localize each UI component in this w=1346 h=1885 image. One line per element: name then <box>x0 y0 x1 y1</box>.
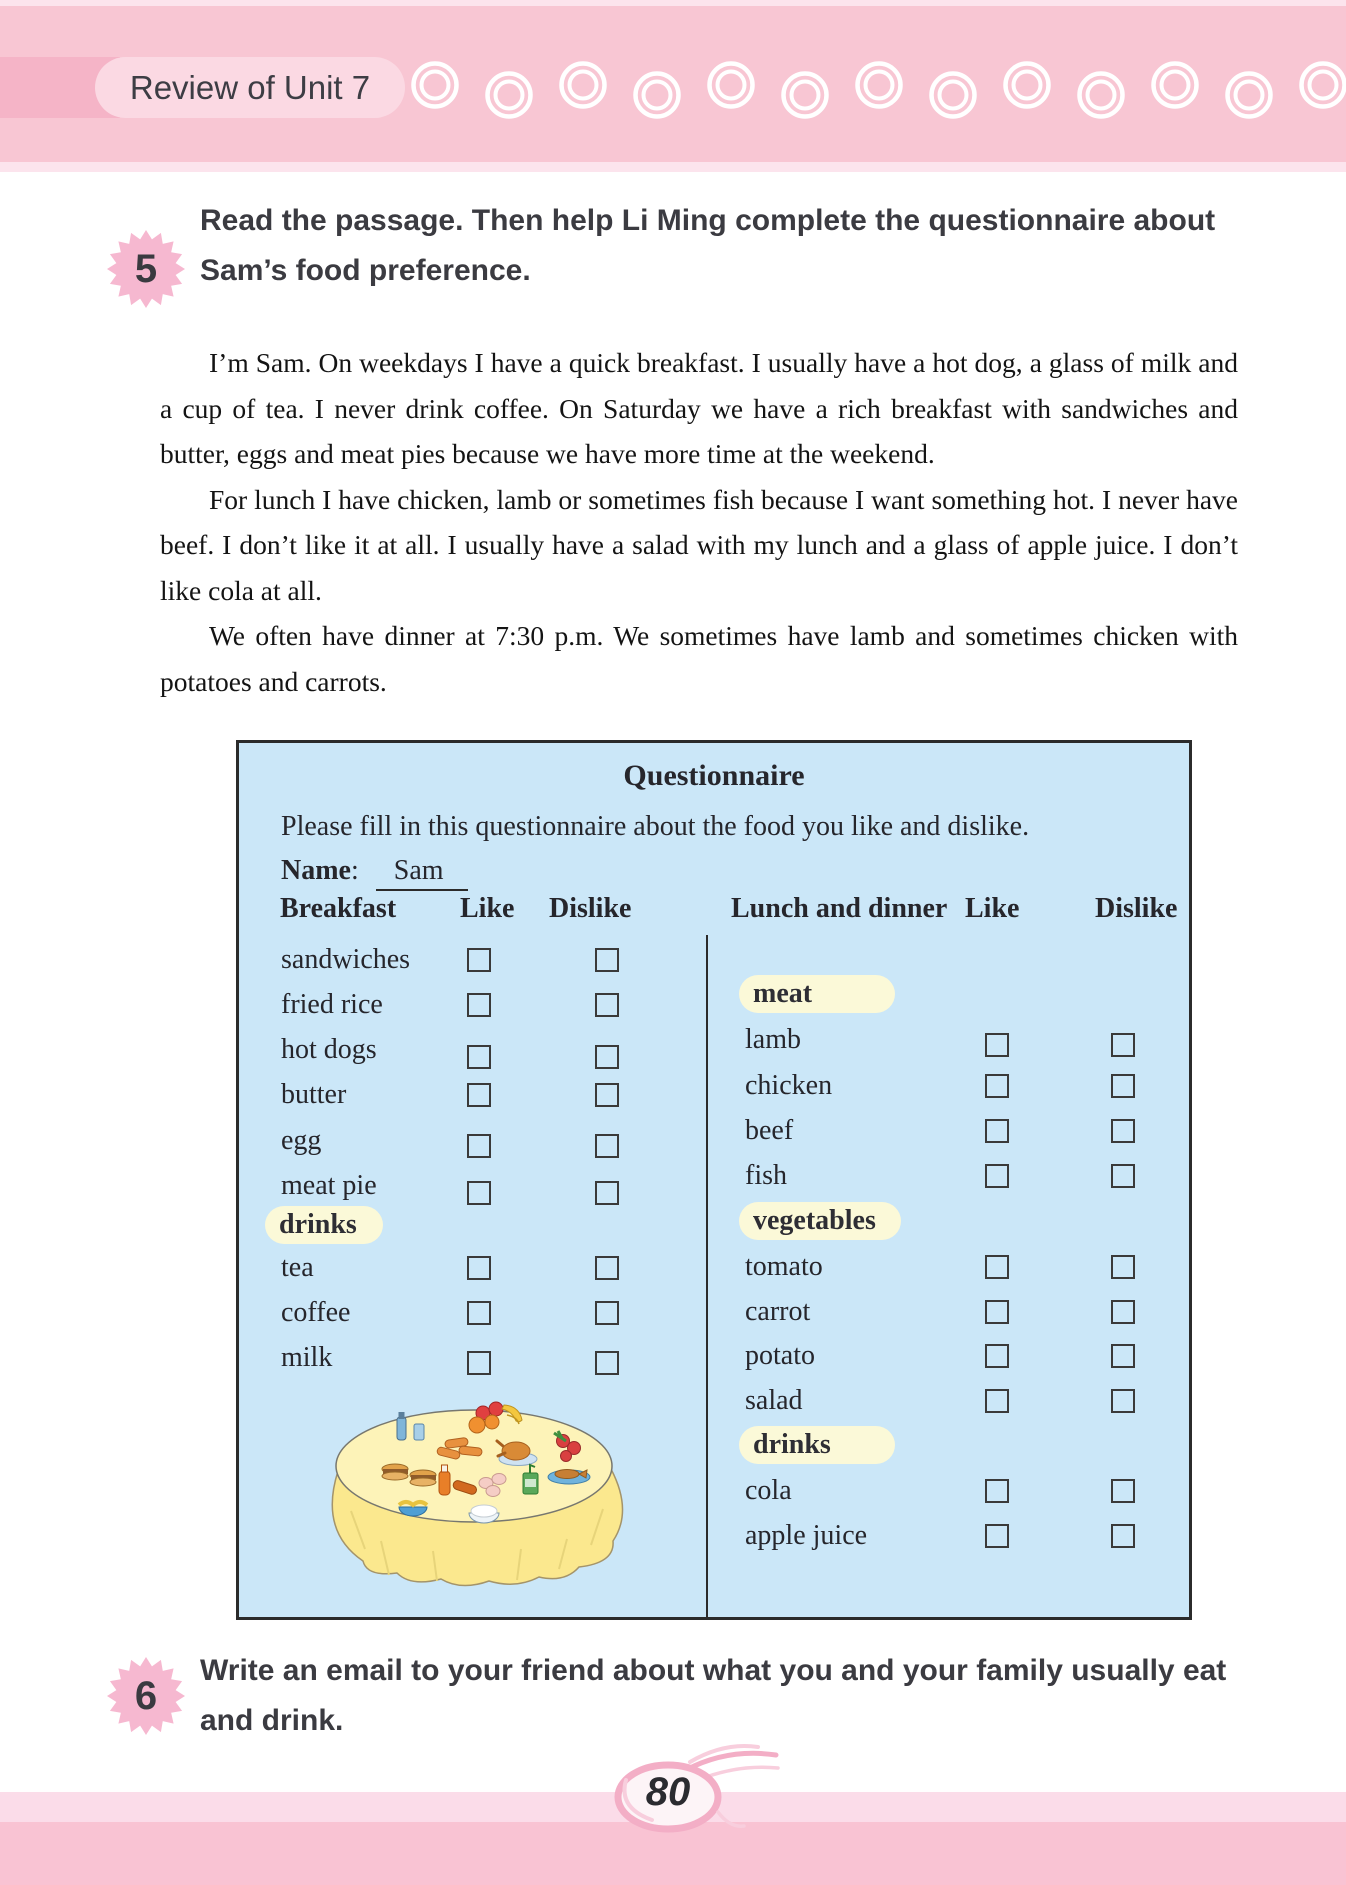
name-label: Name <box>281 855 351 886</box>
drinks-section-pill-right: drinks <box>739 1426 895 1464</box>
breakfast-header: Breakfast <box>280 893 397 924</box>
checkbox-apple-juice-like[interactable] <box>985 1524 1009 1548</box>
exercise6-badge <box>107 1657 185 1735</box>
item-label: carrot <box>745 1296 811 1327</box>
passage-paragraph-2: For lunch I have chicken, lamb or sometimes fish because I want something hot. I never have beef. I don’t like it at all. I usually have a salad with my lunch and a glass of apple juice. I don’t like cola at all. <box>160 483 1238 606</box>
item-label: beef <box>745 1115 794 1146</box>
checkbox-salad-like[interactable] <box>985 1389 1009 1413</box>
page-number-decoration <box>606 1740 796 1835</box>
lunch-like-header: Like <box>965 893 1020 924</box>
checkbox-fried-rice-dislike[interactable] <box>595 993 619 1017</box>
exercise5-number: 5 <box>134 246 158 291</box>
page-header <box>0 0 1346 172</box>
exercise5-instruction: Read the passage. Then help Li Ming complete the questionnaire about Sam’s food preference. <box>200 204 1216 287</box>
item-label: potato <box>745 1340 815 1371</box>
item-label: fish <box>745 1160 787 1191</box>
exercise6-number: 6 <box>134 1673 158 1718</box>
name-input-blank[interactable]: Sam <box>376 855 468 891</box>
row-chicken <box>239 1069 1189 1105</box>
item-label: coffee <box>281 1297 351 1328</box>
name-row <box>281 855 468 891</box>
row-fish <box>239 1159 1189 1195</box>
item-label: apple juice <box>745 1520 868 1551</box>
row-fried-rice <box>239 988 1189 1024</box>
item-label: milk <box>281 1342 333 1373</box>
item-label: sandwiches <box>281 944 411 975</box>
breakfast-dislike-header: Dislike <box>549 893 632 924</box>
vegetables-section-pill: vegetables <box>739 1202 901 1240</box>
lunch-dinner-header: Lunch and dinner <box>731 893 948 924</box>
item-label: fried rice <box>281 989 383 1020</box>
questionnaire-title: Questionnaire <box>623 759 805 792</box>
row-sandwiches <box>239 943 1189 979</box>
row-potato <box>239 1339 1189 1375</box>
passage-paragraph-3: We often have dinner at 7:30 p.m. We sometimes have lamb and sometimes chicken with potatoes and carrots. <box>160 620 1238 697</box>
item-label: meat pie <box>281 1170 377 1201</box>
reading-passage <box>160 340 1238 704</box>
item-label: salad <box>745 1385 803 1416</box>
exercise5-badge <box>107 230 185 308</box>
questionnaire-box <box>236 740 1192 1620</box>
name-colon: : <box>350 855 359 886</box>
row-beef <box>239 1114 1189 1150</box>
dinner-table-illustration <box>311 1391 647 1606</box>
checkbox-lamb-dislike[interactable] <box>1111 1033 1135 1057</box>
checkbox-carrot-like[interactable] <box>985 1300 1009 1324</box>
checkbox-lamb-like[interactable] <box>985 1033 1009 1057</box>
checkbox-tomato-like[interactable] <box>985 1255 1009 1279</box>
checkbox-beef-like[interactable] <box>985 1119 1009 1143</box>
item-label: lamb <box>745 1024 801 1055</box>
decorative-circles-icon <box>400 45 1346 140</box>
checkbox-chicken-like[interactable] <box>985 1074 1009 1098</box>
lunch-dislike-header: Dislike <box>1095 893 1178 924</box>
checkbox-apple-juice-dislike[interactable] <box>1111 1524 1135 1548</box>
checkbox-potato-dislike[interactable] <box>1111 1344 1135 1368</box>
checkbox-tomato-dislike[interactable] <box>1111 1255 1135 1279</box>
unit-title: Review of Unit 7 <box>129 68 371 106</box>
checkbox-cola-dislike[interactable] <box>1111 1479 1135 1503</box>
checkbox-carrot-dislike[interactable] <box>1111 1300 1135 1324</box>
item-label: tomato <box>745 1251 823 1282</box>
item-label: egg <box>281 1125 322 1156</box>
item-label: cola <box>745 1475 792 1506</box>
row-carrot <box>239 1295 1189 1331</box>
exercise6-instruction: Write an email to your friend about what you and your family usually eat and drink. <box>200 1654 1227 1737</box>
checkbox-salad-dislike[interactable] <box>1111 1389 1135 1413</box>
item-label: butter <box>281 1079 347 1110</box>
checkbox-fish-like[interactable] <box>985 1164 1009 1188</box>
checkbox-potato-like[interactable] <box>985 1344 1009 1368</box>
questionnaire-intro: Please fill in this questionnaire about the food you like and dislike. <box>281 811 1030 842</box>
row-lamb <box>239 1023 1189 1059</box>
item-label: tea <box>281 1252 314 1283</box>
row-tomato <box>239 1250 1189 1286</box>
checkbox-beef-dislike[interactable] <box>1111 1119 1135 1143</box>
checkbox-fish-dislike[interactable] <box>1111 1164 1135 1188</box>
item-label: chicken <box>745 1070 833 1101</box>
item-label: hot dogs <box>281 1034 377 1065</box>
page-number: 80 <box>645 1770 691 1814</box>
meat-section-pill: meat <box>739 975 895 1013</box>
checkbox-chicken-dislike[interactable] <box>1111 1074 1135 1098</box>
drinks-section-pill-left: drinks <box>265 1206 383 1244</box>
checkbox-fried-rice-like[interactable] <box>467 993 491 1017</box>
header-bottom-strip <box>0 162 1346 172</box>
checkbox-sandwiches-like[interactable] <box>467 948 491 972</box>
checkbox-sandwiches-dislike[interactable] <box>595 948 619 972</box>
passage-paragraph-1: I’m Sam. On weekdays I have a quick breakfast. I usually have a hot dog, a glass of milk and a cup of tea. I never drink coffee. On Saturday we have a rich breakfast with sandwiches and butter, eggs and meat pies because we have more time at the weekend. <box>160 347 1238 469</box>
header-top-strip <box>0 0 1346 6</box>
breakfast-like-header: Like <box>460 893 515 924</box>
unit-title-pill <box>95 57 405 118</box>
checkbox-cola-like[interactable] <box>985 1479 1009 1503</box>
